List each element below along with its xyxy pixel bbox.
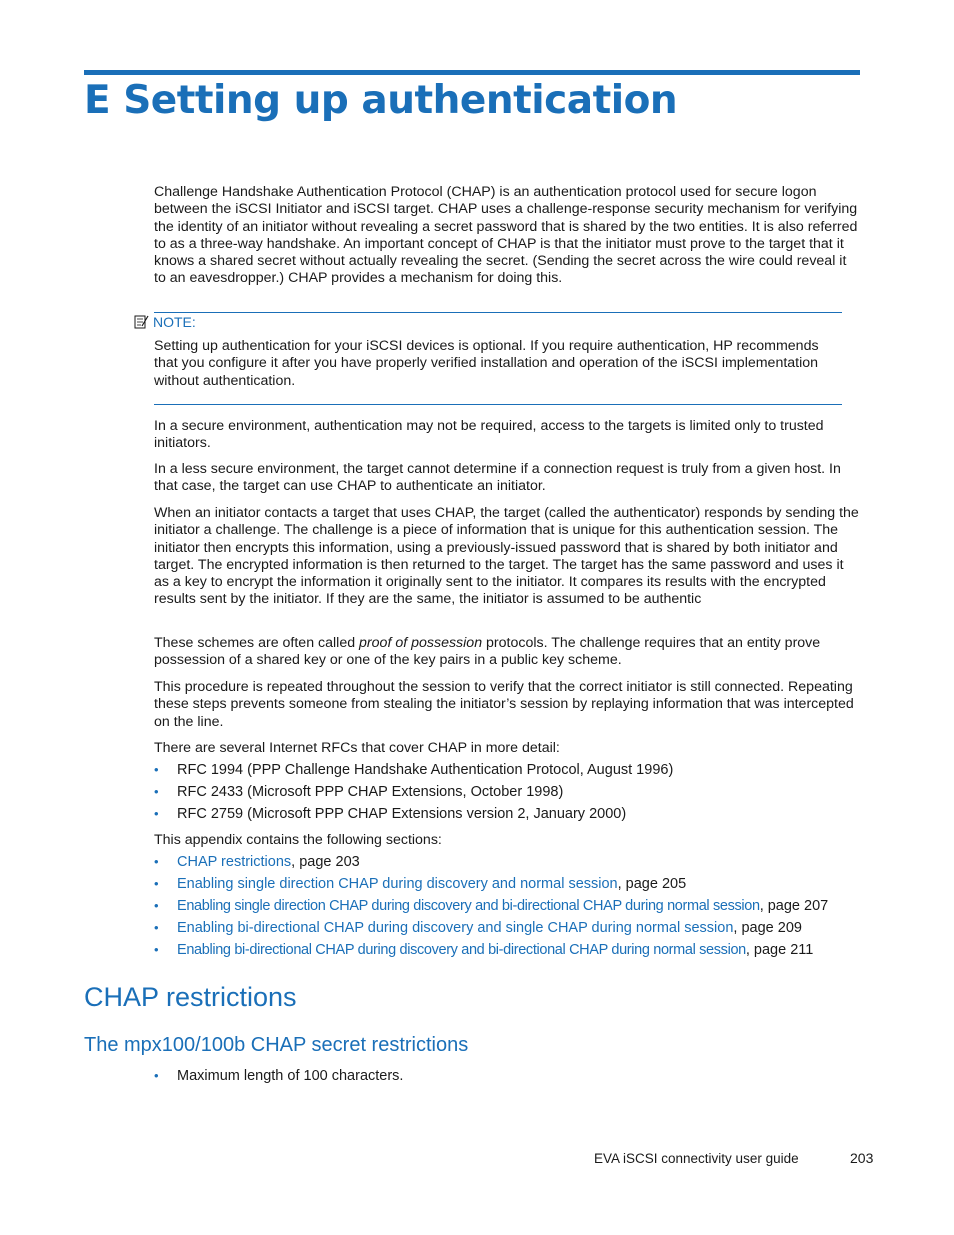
paragraph-chap-process: When an initiator contacts a target that uses CHAP, the target (called the authenticator) responds by sending the initiator a challenge. The challenge is a piece of information that is unique for this authentication session. The initiator then encrypts this information, using a previously-issued password that is shared by both initiator and target. The encrypted information is then returned to the target. The target has the same password and uses it as a key to encrypt the information it originally sent to the initiator. It compares its results with the encrypted results sent by the initiator. If they are the same, the initiator is assumed to be authentic (154, 505, 859, 608)
section-link-item: • Enabling single direction CHAP during discovery and normal session, page 205 (154, 876, 687, 892)
section-link-item: • Enabling bi-directional CHAP during discovery and single CHAP during normal session, page 209 (154, 920, 802, 936)
note-top-rule (154, 312, 842, 313)
note-bottom-rule (154, 404, 842, 405)
section-link-chap-restrictions[interactable]: CHAP restrictions (177, 854, 292, 870)
paragraph-repeated-procedure: This procedure is repeated throughout the session to verify that the correct initiator is still connected. Repeating these steps prevents someone from stealing the initiator’s session by replaying information that was intercepted on the line. (154, 679, 854, 730)
paragraph-secure-env: In a secure environment, authentication may not be required, access to the targets is limited only to trusted initiators. (154, 418, 824, 452)
list-item: • RFC 2433 (Microsoft PPP CHAP Extensions, October 1998) (154, 784, 564, 800)
restrictions-list (154, 1065, 914, 1087)
paragraph-sections-intro: This appendix contains the following sections: (154, 832, 442, 848)
section-link-item: • Enabling bi-directional CHAP during discovery and bi-directional CHAP during normal session, page 211 (154, 942, 814, 958)
section-link-bidirectional-bidirectional[interactable]: Enabling bi-directional CHAP during discovery and bi-directional CHAP during normal session (177, 942, 746, 958)
section-link-single-bidirectional[interactable]: Enabling single direction CHAP during discovery and bi-directional CHAP during normal session (177, 898, 760, 914)
paragraph-rfcs-intro: There are several Internet RFCs that cover CHAP in more detail: (154, 740, 560, 756)
subsection-heading-secret-restrictions: The mpx100/100b CHAP secret restrictions (84, 1034, 469, 1056)
chapter-title: E Setting up authentication (84, 78, 678, 123)
paragraph-less-secure-env: In a less secure environment, the target cannot determine if a connection request is truly from a given host. In that case, the target can use CHAP to authenticate an initiator. (154, 461, 841, 495)
rfc-list (154, 759, 914, 825)
intro-paragraph: Challenge Handshake Authentication Protocol (CHAP) is an authentication protocol used for secure logon between the iSCSI Initiator and iSCSI target. CHAP uses a challenge-response security mechanism for verifying the identity of an initiator without revealing a secret password that is shared by the two entities. It is also referred to as a three-way handshake. An important concept of CHAP is that the initiator must prove to the target that it knows a shared secret without actually revealing the secret. (Sending the secret across the wire could reveal it to an eavesdropper.) CHAP provides a mechanism for doing this. (154, 184, 858, 287)
chapter-top-rule (84, 70, 860, 75)
list-item: • RFC 1994 (PPP Challenge Handshake Authentication Protocol, August 1996) (154, 762, 674, 778)
paragraph-proof-of-possession: These schemes are often called proof of possession protocols. The challenge requires that an entity prove possession of a shared key or one of the key pairs in a public key scheme. (154, 635, 821, 669)
sections-list (154, 851, 914, 961)
section-link-bidirectional-single[interactable]: Enabling bi-directional CHAP during discovery and single CHAP during normal session (177, 920, 734, 936)
note-text: Setting up authentication for your iSCSI devices is optional. If you require authentication, HP recommends that you configure it after you have properly verified installation and operation of the iSCSI implementation without authentication. (154, 338, 819, 389)
footer-document-title: EVA iSCSI connectivity user guide (594, 1151, 799, 1166)
section-link-item: • Enabling single direction CHAP during discovery and bi-directional CHAP during normal session, page 207 (154, 898, 829, 914)
note-label-text: NOTE: (153, 314, 196, 330)
note-label (133, 314, 196, 330)
list-item: • Maximum length of 100 characters. (154, 1068, 404, 1084)
note-icon (133, 314, 149, 330)
footer-page-number: 203 (850, 1150, 874, 1166)
section-heading-chap-restrictions: CHAP restrictions (84, 982, 297, 1012)
list-item: • RFC 2759 (Microsoft PPP CHAP Extensions version 2, January 2000) (154, 806, 627, 822)
section-link-item: • CHAP restrictions, page 203 (154, 854, 360, 870)
proof-of-possession-term: proof of possession (359, 635, 483, 651)
section-link-single-direction[interactable]: Enabling single direction CHAP during discovery and normal session (177, 876, 618, 892)
